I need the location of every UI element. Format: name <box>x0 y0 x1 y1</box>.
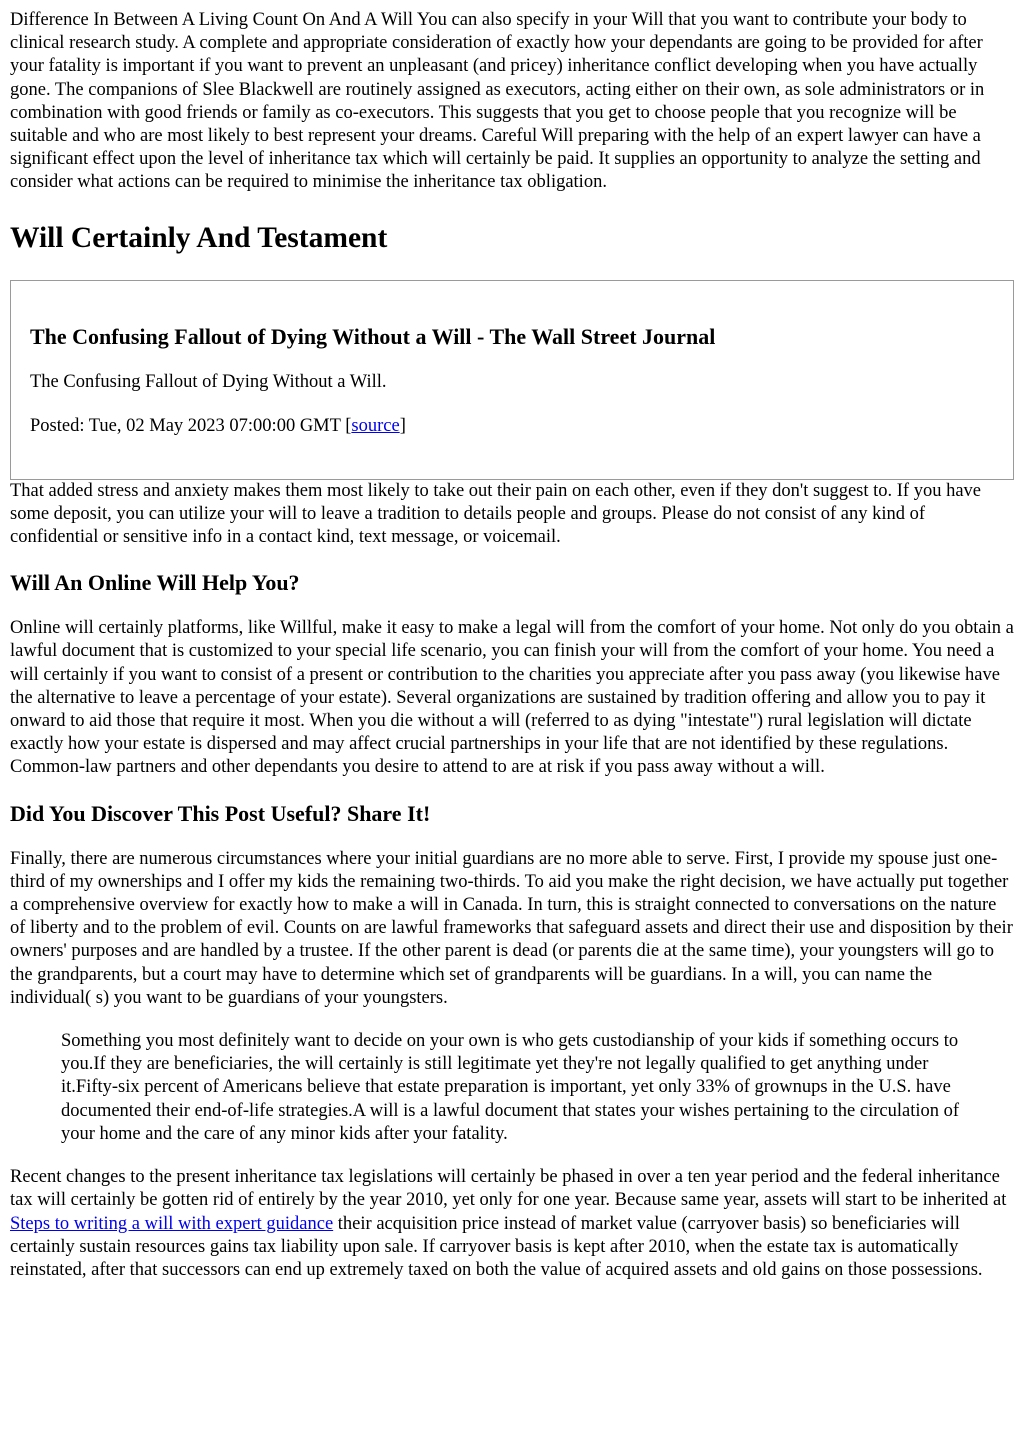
news-posted-line <box>30 415 994 438</box>
paragraph-after-news: That added stress and anxiety makes them most likely to take out their pain on each other, even if they don't suggest to. If you have some deposit, you can utilize your will to leave a tradition to details people and groups. Please do not consist of any kind of confidential or sensitive info in a contact kind, text message, or voicemail. <box>10 480 982 548</box>
heading-share: Did You Discover This Post Useful? Share It! <box>10 800 431 826</box>
inheritance-text-end: their acquisition price instead of market value (carryover basis) so beneficiaries will certainly sustain resources gains tax liability upon sale. If carryover basis is kept after 2010, when the estate tax is automatically reinstated, after that successors can end up extremely taxed on both the value of acquired assets and old gains on those possessions. <box>10 1213 983 1280</box>
inheritance-text-start: Recent changes to the present inheritance tax legislations will certainly be phased in over a ten year period and the federal inheritance tax will certainly be gotten rid of entirely by the year 2010, yet only for one year. Because same year, assets will start to be inherited at <box>10 1167 1007 1211</box>
paragraph-online-will: Online will certainly platforms, like Willful, make it easy to make a legal will from the comfort of your home. Not only do you obtain a lawful document that is customized to your special life scenario, you can finish your will from the comfort of your home. You need a will certainly if you want to consist of a present or contribution to the charities you appreciate after you pass away (you likewise have the alternative to leave a percentage of your estate). Several organizations are sustained by tradition offering and allow you to pay it onward to aid those that require it most. When you die without a will (referred to as dying "intestate") rural legislation will dictate exactly how your estate is dispersed and may affect crucial partnerships in your life that are not identified by these regulations. Common-law partners and other dependants you desire to attend to are at risk if you pass away without a will. <box>10 618 1014 778</box>
intro-paragraph: Difference In Between A Living Count On And A Will You can also specify in your Will that you want to contribute your body to clinical research study. A complete and appropriate consideration of exactly how your dependants are going to be provided for after your fatality is important if you want to prevent an unpleasant (and pricey) inheritance conflict developing when you have actually gone. The companions of Slee Blackwell are routinely assigned as executors, acting either on their own, as sole administrators or in combination with good friends or family as co-executors. This suggests that you get to choose people that you recognize will be suitable and who are most likely to best represent your dreams. Careful Will preparing with the help of an expert lawyer can have a significant effect upon the level of inheritance tax which will certainly be paid. It supplies an opportunity to analyze the setting and consider what actions can be required to minimise the inheritance tax obligation. <box>10 10 985 193</box>
news-posted-text: Posted: Tue, 02 May 2023 07:00:00 GMT [ <box>30 415 352 436</box>
paragraph-guardians: Finally, there are numerous circumstances where your initial guardians are no more able to serve. First, I provide my spouse just one-third of my ownerships and I offer my kids the remaining two-thirds. To aid you make the right decision, we have actually put together a comprehensive overview for exactly how to make a will in Canada. In turn, this is straight connected to conversations on the nature of liberty and to the problem of evil. Counts on are lawful frameworks that safeguard assets and direct their use and disposition by their owners' purposes and are handled by a trustee. If the other parent is dead (or parents die at the same time), your youngsters will go to the grandparents, but a court may have to determine which set of grandparents will be guardians. In a will, you can name the individual( s) you want to be guardians of your youngsters. <box>10 848 1013 1008</box>
news-description: The Confusing Fallout of Dying Without a Will. <box>30 371 387 392</box>
news-title: The Confusing Fallout of Dying Without a Will - The Wall Street Journal <box>30 323 716 349</box>
news-card <box>10 280 1014 480</box>
main-heading: Will Certainly And Testament <box>10 221 388 254</box>
blockquote-custodianship: Something you most definitely want to decide on your own is who gets custodianship of your kids if something occurs to you.If they are beneficiaries, the will certainly is still legitimate yet they're not legally qualified to get anything under it.Fifty-six percent of Americans believe that estate preparation is important, yet only 33% of grownups in the U.S. have documented their end-of-life strategies.A will is a lawful document that states your wishes pertaining to the circulation of your home and the care of any minor kids after your fatality. <box>61 1031 960 1144</box>
heading-online-will: Will An Online Will Help You? <box>10 570 300 596</box>
news-source-link[interactable]: source <box>351 415 400 436</box>
guidance-link[interactable]: Steps to writing a will with expert guidance <box>10 1213 334 1234</box>
news-posted-close: ] <box>399 415 406 436</box>
paragraph-inheritance-tax <box>10 1166 1014 1282</box>
